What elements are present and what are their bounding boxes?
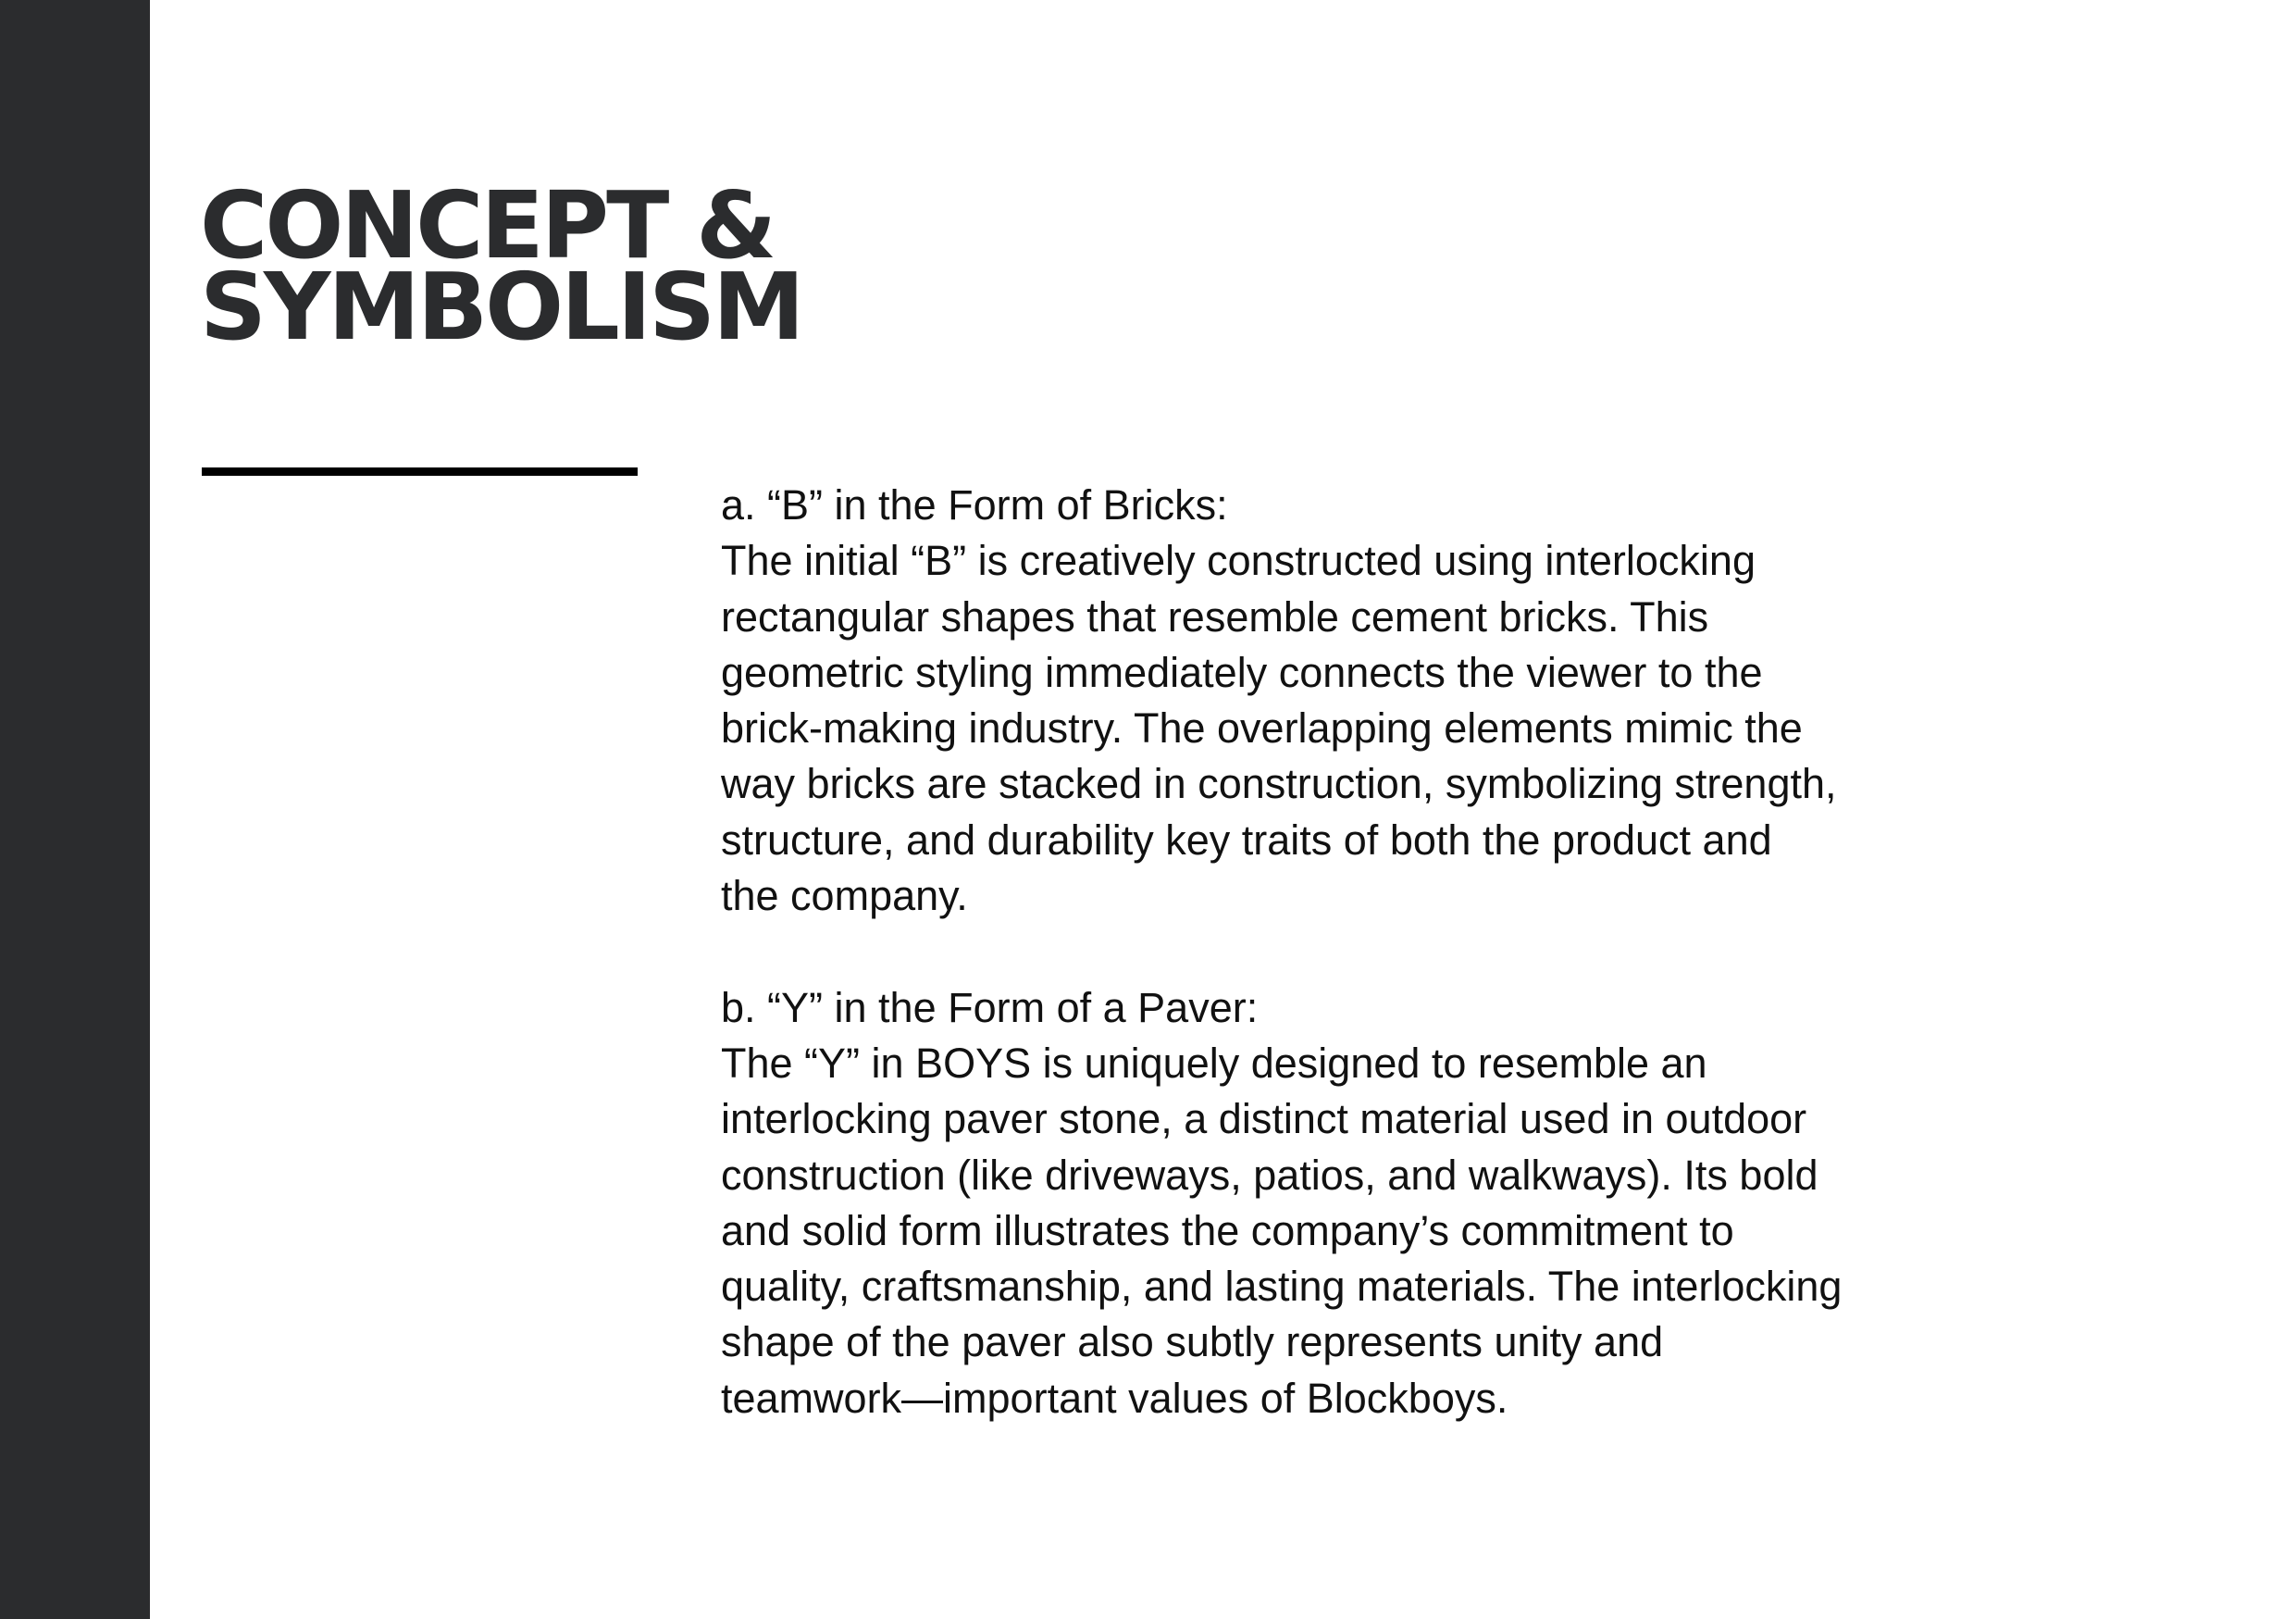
text-line: rectangular shapes that resemble cement bricks. This [721,592,1709,641]
text-line: construction (like driveways, patios, and walkways). Its bold [721,1151,1818,1199]
text-line: geometric styling immediately connects the viewer to the [721,648,1763,696]
text-line: The “Y” in BOYS is uniquely designed to resemble an [721,1039,1707,1087]
section-b-in-bricks [721,478,2257,924]
text-line: quality, craftsmanship, and lasting materials. The interlocking [721,1263,1843,1311]
page-title-line: SYMBOLISM [200,253,802,361]
section-heading: a. “B” in the Form of Bricks: [721,481,1228,529]
text-line: interlocking paver stone, a distinct material used in outdoor [721,1095,1807,1143]
text-line: teamwork—important values of Blockboys. [721,1374,1508,1422]
body-text [721,478,2257,1426]
left-sidebar-bar [0,0,150,1619]
text-line: the company. [721,872,968,920]
text-line: shape of the paver also subtly represents unity and [721,1318,1664,1366]
title-divider [202,467,638,476]
text-line: brick-making industry. The overlapping elements mimic the [721,704,1803,753]
text-line: and solid form illustrates the company’s commitment to [721,1206,1734,1254]
section-heading: b. “Y” in the Form of a Paver: [721,983,1259,1031]
text-line: structure, and durability key traits of both the product and [721,816,1772,864]
section-y-as-paver [721,980,2257,1426]
text-line: way bricks are stacked in construction, symbolizing strength, [721,760,1837,808]
page-title [200,171,802,361]
page-title-line: CONCEPT & [200,171,775,280]
text-line: The initial “B” is creatively constructed using interlocking [721,537,1756,585]
